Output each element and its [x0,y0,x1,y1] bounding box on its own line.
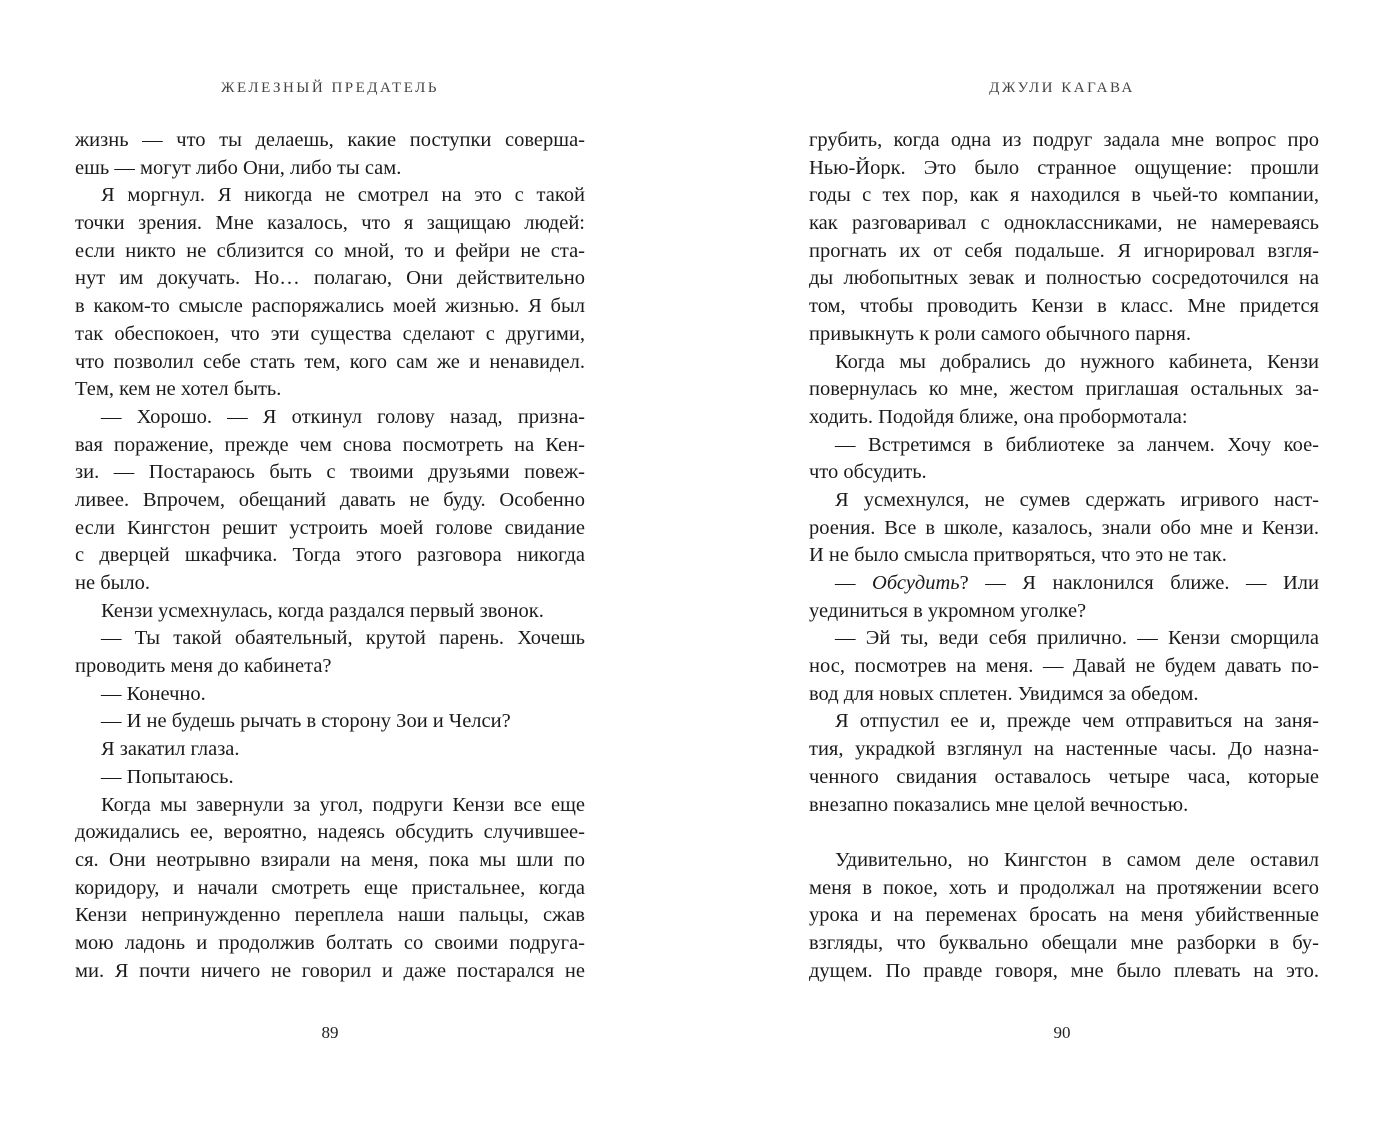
text-line [809,570,1319,598]
text-line: Когда мы добрались до нужного кабинета, Кензи [835,350,1319,373]
text-line: что обсудить. [809,461,927,484]
text-line: Кензи непринужденно переплела наши пальцы, сжав [75,904,585,927]
text-line: дожидались ее, вероятно, надеясь обсудить случившее- [75,821,585,844]
section-break [809,819,1319,847]
text-line: что позволил себе стать тем, кого сам же и ненавидел. [75,350,585,373]
text-line: — Ты такой обаятельный, крутой парень. Хочешь [101,627,585,650]
text-line: уединиться в укромном уголке? [809,599,1087,622]
text-line: точки зрения. Мне казалось, что я защищаю людей: [75,212,585,235]
text-line: роения. Все в школе, казалось, знали обо мне и Кензи. [809,516,1319,539]
text-line: меня в покое, хоть и продолжал на протяжении всего [809,876,1319,899]
text-line: мою ладонь и продолжив болтать со своими подруга- [75,931,585,954]
text-line: зи. — Постараюсь быть с твоими друзьями повеж- [75,461,585,484]
text-line: ченного свидания оставалось четыре часа, которые [809,765,1319,788]
text-line: — Хорошо. — Я откинул голову назад, призна- [101,405,585,428]
text-line: тия, украдкой взглянул на настенные часы. До назна- [809,738,1319,761]
text-line: с дверцей шкафчика. Тогда этого разговора никогда [75,544,585,567]
text-line: прогнать их от себя подальше. Я игнорировал взгля- [809,239,1319,262]
text-line: привыкнуть к роли самого обычного парня. [809,322,1191,345]
text-line: если Кингстон решит устроить моей голове свидание [75,516,585,539]
text-line: вая поражение, прежде чем снова посмотреть на Кен- [75,433,585,456]
text-line: том, чтобы проводить Кензи в класс. Мне придется [809,295,1319,318]
text-line: Кензи усмехнулась, когда раздался первый звонок. [101,599,544,622]
dash-prefix: — [835,572,873,594]
text-line: дущем. По правде говоря, мне было плевать на это. [809,959,1319,982]
running-head-right: ДЖУЛИ КАГАВА [989,80,1135,96]
right-text-block [809,127,1319,985]
text-line: — И не будешь рычать в сторону Зои и Челси? [101,710,511,733]
text-line: ся. Они неотрывно взирали на меня, пока мы шли по [75,848,585,871]
text-line: так обеспокоен, что эти существа сделают с другими, [75,322,585,345]
text-line: ливее. Впрочем, обещаний давать не буду. Особенно [75,488,585,511]
text-line: Я моргнул. Я никогда не смотрел на это с такой [101,184,585,207]
text-line: — Конечно. [101,682,206,705]
text-line: — Попытаюсь. [101,765,234,788]
text-line: как разговаривал с одноклассниками, не намереваясь [809,212,1319,235]
text-line: ми. Я почти ничего не говорил и даже постарался не [75,959,585,982]
text-line: Я отпустил ее и, прежде чем отправиться на заня- [835,710,1319,733]
text-line: внезапно показались мне целой вечностью. [809,793,1189,816]
text-line: ходить. Подойдя ближе, она пробормотала: [809,405,1188,428]
running-head-left: ЖЕЛЕЗНЫЙ ПРЕДАТЕЛЬ [221,80,439,96]
text-line: не было. [75,572,151,594]
text-line: Когда мы завернули за угол, подруги Кензи все еще [101,793,585,816]
text-line: нут им докучать. Но… полагаю, Они действительно [75,267,585,290]
text-line: коридору, и начали смотреть еще пристальнее, когда [75,876,585,899]
text-line: если никто не сблизится со мной, то и фейри не ста- [75,239,585,262]
page-number-left: 89 [321,1023,339,1042]
text-line: Я усмехнулся, не сумев сдержать игривого наст- [835,488,1319,511]
text-line: жизнь — что ты делаешь, какие поступки соверша- [75,129,585,151]
text-line: годы с тех пор, как я находился в чьей-то компании, [809,184,1319,207]
text-line: нос, посмотрев на меня. — Давай не будем давать по- [809,655,1319,678]
right-page [696,0,1392,1125]
text-line: проводить меня до кабинета? [75,655,332,678]
text-line: ды любопытных зевак и полностью сосредоточился на [809,267,1319,290]
text-line: И не было смысла притворяться, что это не так. [809,544,1227,567]
text-line: Я закатил глаза. [101,738,240,761]
text-line: ешь — могут либо Они, либо ты сам. [75,156,402,179]
text-line: Нью-Йорк. Это было странное ощущение: прошли [809,156,1319,179]
page-number-right: 90 [1053,1023,1071,1042]
text-line: Удивительно, но Кингстон в самом деле оставил [835,848,1319,871]
text-line: вод для новых сплетен. Увидимся за обедом. [809,682,1199,705]
text-line: в каком-то смысле распоряжались моей жизнью. Я был [75,295,585,318]
text-line: — Эй ты, веди себя прилично. — Кензи сморщила [835,627,1319,650]
left-text-block [75,127,585,985]
text-line: повернулась ко мне, жестом приглашая остальных за- [809,378,1319,401]
text-line: урока и на переменах бросать на меня убийственные [809,904,1319,927]
text-line: грубить, когда одна из подруг задала мне вопрос про [809,129,1319,151]
text-line: взгляды, что буквально обещали мне разборки в бу- [809,931,1319,954]
text-line: Тем, кем не хотел быть. [75,378,282,401]
italic-word: Обсудить [872,572,960,594]
text-line: — Встретимся в библиотеке за ланчем. Хочу кое- [835,433,1319,456]
line-continuation: ? — Я наклонился ближе. — Или [959,572,1319,594]
left-page [0,0,696,1125]
